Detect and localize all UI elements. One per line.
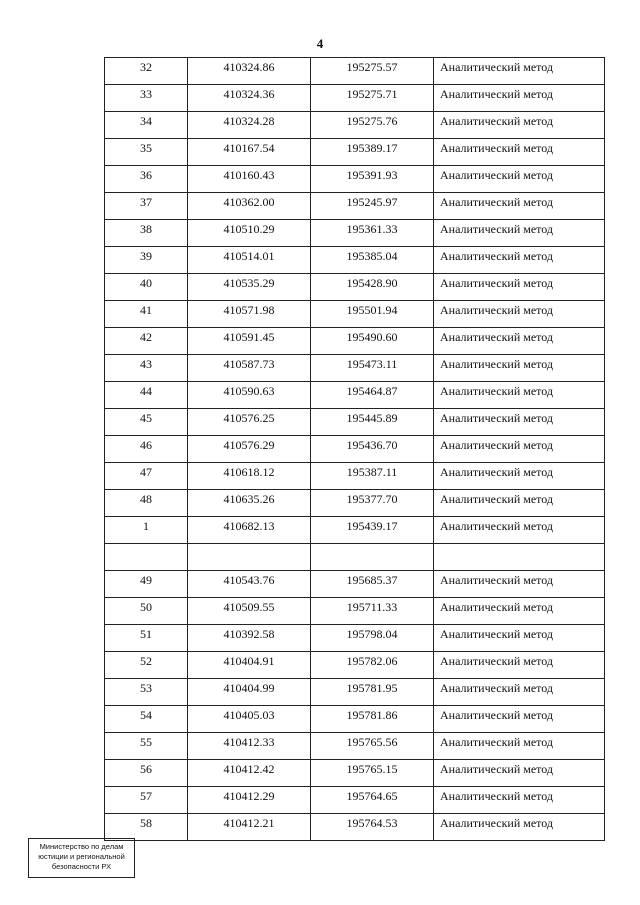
table-row	[105, 193, 605, 220]
method-cell: Аналитический метод	[434, 679, 605, 706]
x-coordinate-cell: 410405.03	[188, 706, 311, 733]
ministry-stamp	[28, 838, 135, 878]
y-coordinate-cell: 195781.95	[311, 679, 434, 706]
table-row	[105, 247, 605, 274]
y-coordinate-cell: 195764.65	[311, 787, 434, 814]
method-cell: Аналитический метод	[434, 625, 605, 652]
y-coordinate-cell: 195473.11	[311, 355, 434, 382]
y-coordinate-cell: 195377.70	[311, 490, 434, 517]
method-cell: Аналитический метод	[434, 112, 605, 139]
x-coordinate-cell: 410682.13	[188, 517, 311, 544]
point-number-cell: 48	[105, 490, 188, 517]
x-coordinate-cell: 410535.29	[188, 274, 311, 301]
method-cell: Аналитический метод	[434, 733, 605, 760]
point-number-cell: 41	[105, 301, 188, 328]
x-coordinate-cell: 410618.12	[188, 463, 311, 490]
table-row	[105, 328, 605, 355]
table-row	[105, 544, 605, 571]
x-coordinate-cell: 410404.91	[188, 652, 311, 679]
method-cell: Аналитический метод	[434, 139, 605, 166]
point-number-cell: 57	[105, 787, 188, 814]
table-row	[105, 382, 605, 409]
y-coordinate-cell: 195765.56	[311, 733, 434, 760]
point-number-cell: 37	[105, 193, 188, 220]
method-cell: Аналитический метод	[434, 247, 605, 274]
point-number-cell: 44	[105, 382, 188, 409]
point-number-cell: 56	[105, 760, 188, 787]
x-coordinate-cell: 410509.55	[188, 598, 311, 625]
y-coordinate-cell: 195782.06	[311, 652, 434, 679]
point-number-cell: 52	[105, 652, 188, 679]
coordinates-table-body	[105, 58, 605, 841]
y-coordinate-cell: 195765.15	[311, 760, 434, 787]
x-coordinate-cell: 410160.43	[188, 166, 311, 193]
method-cell: Аналитический метод	[434, 760, 605, 787]
method-cell: Аналитический метод	[434, 652, 605, 679]
method-cell: Аналитический метод	[434, 463, 605, 490]
table-row	[105, 679, 605, 706]
x-coordinate-cell: 410514.01	[188, 247, 311, 274]
stamp-line-2: юстиции и региональной	[38, 852, 125, 861]
table-row	[105, 814, 605, 841]
table-row	[105, 625, 605, 652]
table-row	[105, 220, 605, 247]
point-number-cell: 42	[105, 328, 188, 355]
method-cell: Аналитический метод	[434, 706, 605, 733]
method-cell: Аналитический метод	[434, 571, 605, 598]
x-coordinate-cell: 410543.76	[188, 571, 311, 598]
x-coordinate-cell: 410404.99	[188, 679, 311, 706]
point-number-cell: 55	[105, 733, 188, 760]
method-cell: Аналитический метод	[434, 166, 605, 193]
x-coordinate-cell: 410591.45	[188, 328, 311, 355]
y-coordinate-cell: 195245.97	[311, 193, 434, 220]
x-coordinate-cell: 410412.21	[188, 814, 311, 841]
point-number-cell: 36	[105, 166, 188, 193]
table-row	[105, 112, 605, 139]
method-cell: Аналитический метод	[434, 355, 605, 382]
y-coordinate-cell: 195445.89	[311, 409, 434, 436]
method-cell: Аналитический метод	[434, 382, 605, 409]
table-row	[105, 490, 605, 517]
point-number-cell: 39	[105, 247, 188, 274]
point-number-cell: 47	[105, 463, 188, 490]
table-row	[105, 301, 605, 328]
coordinates-table	[104, 57, 605, 841]
table-row	[105, 706, 605, 733]
y-coordinate-cell: 195385.04	[311, 247, 434, 274]
point-number-cell: 51	[105, 625, 188, 652]
x-coordinate-cell: 410167.54	[188, 139, 311, 166]
y-coordinate-cell: 195711.33	[311, 598, 434, 625]
y-coordinate-cell: 195490.60	[311, 328, 434, 355]
y-coordinate-cell: 195501.94	[311, 301, 434, 328]
stamp-line-1: Министерство по делам	[39, 842, 124, 851]
y-coordinate-cell: 195275.76	[311, 112, 434, 139]
point-number-cell: 43	[105, 355, 188, 382]
y-coordinate-cell: 195275.57	[311, 58, 434, 85]
x-coordinate-cell: 410324.36	[188, 85, 311, 112]
method-cell: Аналитический метод	[434, 58, 605, 85]
table-row	[105, 733, 605, 760]
method-cell: Аналитический метод	[434, 598, 605, 625]
method-cell: Аналитический метод	[434, 814, 605, 841]
x-coordinate-cell: 410412.42	[188, 760, 311, 787]
table-row	[105, 166, 605, 193]
table-row	[105, 409, 605, 436]
table-row	[105, 436, 605, 463]
x-coordinate-cell: 410590.63	[188, 382, 311, 409]
method-cell: Аналитический метод	[434, 274, 605, 301]
point-number-cell	[105, 544, 188, 571]
table-row	[105, 85, 605, 112]
point-number-cell: 35	[105, 139, 188, 166]
x-coordinate-cell: 410576.29	[188, 436, 311, 463]
method-cell: Аналитический метод	[434, 85, 605, 112]
table-row	[105, 652, 605, 679]
x-coordinate-cell: 410412.33	[188, 733, 311, 760]
table-row	[105, 139, 605, 166]
table-row	[105, 58, 605, 85]
point-number-cell: 50	[105, 598, 188, 625]
table-row	[105, 355, 605, 382]
y-coordinate-cell: 195428.90	[311, 274, 434, 301]
y-coordinate-cell: 195436.70	[311, 436, 434, 463]
table-row	[105, 598, 605, 625]
method-cell	[434, 544, 605, 571]
point-number-cell: 33	[105, 85, 188, 112]
point-number-cell: 49	[105, 571, 188, 598]
y-coordinate-cell: 195361.33	[311, 220, 434, 247]
x-coordinate-cell: 410587.73	[188, 355, 311, 382]
y-coordinate-cell: 195764.53	[311, 814, 434, 841]
y-coordinate-cell	[311, 544, 434, 571]
method-cell: Аналитический метод	[434, 436, 605, 463]
x-coordinate-cell: 410324.28	[188, 112, 311, 139]
method-cell: Аналитический метод	[434, 301, 605, 328]
y-coordinate-cell: 195685.37	[311, 571, 434, 598]
method-cell: Аналитический метод	[434, 787, 605, 814]
method-cell: Аналитический метод	[434, 193, 605, 220]
point-number-cell: 40	[105, 274, 188, 301]
y-coordinate-cell: 195781.86	[311, 706, 434, 733]
y-coordinate-cell: 195275.71	[311, 85, 434, 112]
x-coordinate-cell: 410412.29	[188, 787, 311, 814]
x-coordinate-cell: 410324.86	[188, 58, 311, 85]
x-coordinate-cell	[188, 544, 311, 571]
method-cell: Аналитический метод	[434, 328, 605, 355]
point-number-cell: 58	[105, 814, 188, 841]
y-coordinate-cell: 195389.17	[311, 139, 434, 166]
stamp-line-3: безопасности РХ	[51, 862, 112, 871]
y-coordinate-cell: 195391.93	[311, 166, 434, 193]
y-coordinate-cell: 195387.11	[311, 463, 434, 490]
x-coordinate-cell: 410392.58	[188, 625, 311, 652]
table-row	[105, 760, 605, 787]
point-number-cell: 32	[105, 58, 188, 85]
method-cell: Аналитический метод	[434, 490, 605, 517]
point-number-cell: 38	[105, 220, 188, 247]
point-number-cell: 34	[105, 112, 188, 139]
x-coordinate-cell: 410571.98	[188, 301, 311, 328]
table-row	[105, 463, 605, 490]
point-number-cell: 1	[105, 517, 188, 544]
method-cell: Аналитический метод	[434, 220, 605, 247]
x-coordinate-cell: 410510.29	[188, 220, 311, 247]
point-number-cell: 46	[105, 436, 188, 463]
page-number: 4	[316, 36, 324, 51]
y-coordinate-cell: 195439.17	[311, 517, 434, 544]
method-cell: Аналитический метод	[434, 409, 605, 436]
table-row	[105, 787, 605, 814]
table-row	[105, 571, 605, 598]
x-coordinate-cell: 410635.26	[188, 490, 311, 517]
point-number-cell: 45	[105, 409, 188, 436]
table-row	[105, 274, 605, 301]
method-cell: Аналитический метод	[434, 517, 605, 544]
x-coordinate-cell: 410576.25	[188, 409, 311, 436]
point-number-cell: 54	[105, 706, 188, 733]
x-coordinate-cell: 410362.00	[188, 193, 311, 220]
y-coordinate-cell: 195798.04	[311, 625, 434, 652]
y-coordinate-cell: 195464.87	[311, 382, 434, 409]
point-number-cell: 53	[105, 679, 188, 706]
table-row	[105, 517, 605, 544]
